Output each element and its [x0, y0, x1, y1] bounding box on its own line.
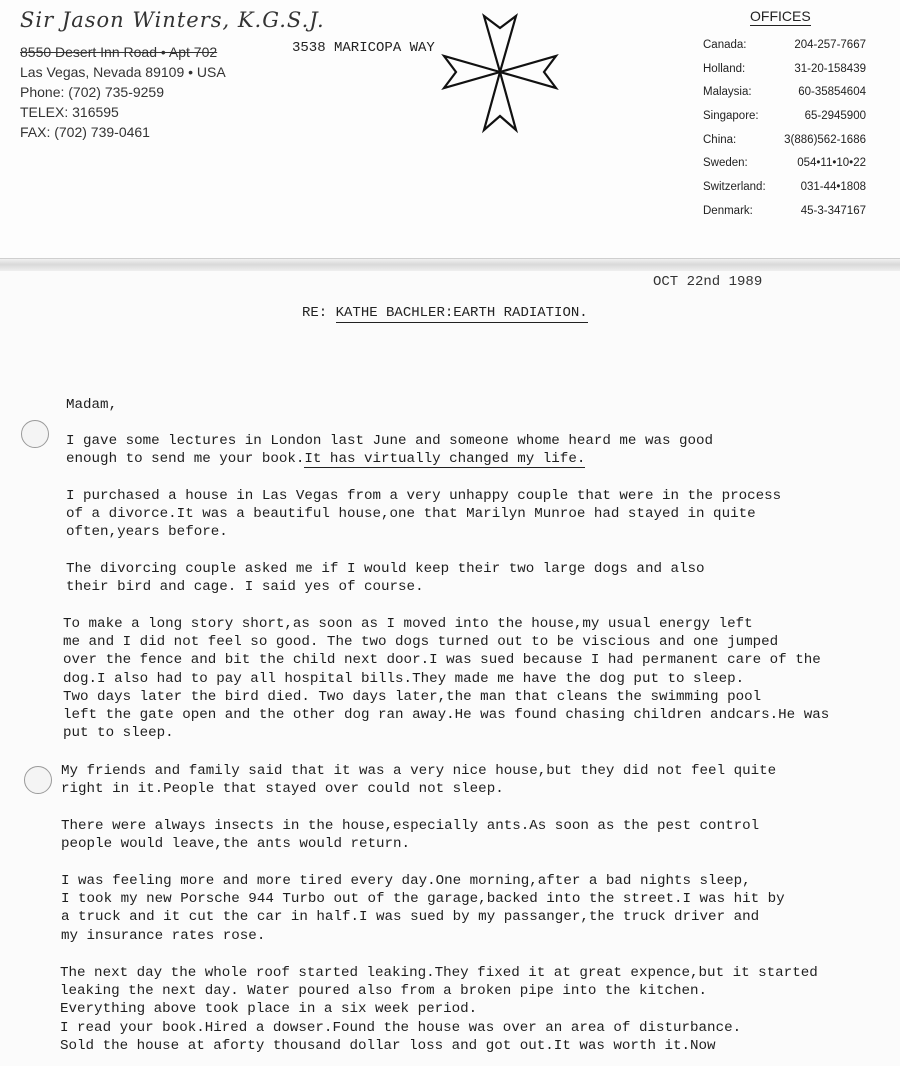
emphasized-text: It has virtually changed my life.	[304, 451, 586, 468]
subject-label: RE:	[302, 305, 328, 321]
letter-date: OCT 22nd 1989	[653, 274, 763, 290]
maltese-cross-logo	[440, 10, 560, 136]
sender-name: Sir Jason Winters, K.G.S.J.	[20, 8, 325, 32]
office-country: Sweden:	[703, 157, 748, 169]
paragraph: The divorcing couple asked me if I would keep their two large dogs and also their bird and cage. I said yes of course.	[66, 561, 705, 596]
sender-phone: Phone: (702) 735-9259	[20, 84, 164, 100]
office-phone: 3(886)562-1686	[784, 134, 866, 146]
office-phone: 31-20-158439	[794, 63, 866, 75]
office-phone: 45-3-347167	[800, 205, 866, 217]
paragraph-text: I gave some lectures in London last June and someone whome heard me was good enough to send me your book.	[66, 433, 714, 468]
offices-title: OFFICES	[750, 8, 811, 24]
office-country: Holland:	[703, 63, 746, 75]
office-phone: 204-257-7667	[794, 39, 866, 51]
paragraph: I purchased a house in Las Vegas from a very unhappy couple that were in the process of a divorce.It was a beautiful house,one that Marilyn Munroe had stayed in quite often,years before.	[66, 488, 782, 541]
struck-address: 8550 Desert Inn Road • Apt 702	[20, 44, 218, 60]
punch-hole	[21, 420, 49, 448]
sender-telex: TELEX: 316595	[20, 104, 119, 120]
office-country: Denmark:	[703, 205, 753, 217]
office-phone: 054•11•10•22	[797, 157, 866, 169]
letterhead	[0, 0, 900, 262]
paragraph	[66, 432, 713, 468]
office-country: Singapore:	[703, 110, 759, 122]
paragraph: I was feeling more and more tired every day.One morning,after a bad nights sleep, I took my new Porsche 944 Turbo out of the garage,backed into the street.I was hit by a truck and it cut the car in half.I was sued by my passanger,the truck driver and my insurance rates rose.	[61, 873, 785, 944]
office-country: Canada:	[703, 39, 747, 51]
office-phone: 60-35854604	[798, 86, 866, 98]
paragraph: There were always insects in the house,especially ants.As soon as the pest control people would leave,the ants would return.	[61, 818, 760, 853]
subject-text: KATHE BACHLER:EARTH RADIATION.	[335, 305, 588, 321]
page-fold	[0, 258, 900, 271]
paragraph: The next day the whole roof started leaking.They fixed it at great expence,but it started leaking the next day. Water poured also from a broken pipe into the kitchen. Everything above took place in a six week period. I read your book.Hired a dowser.Found the house was over an area of disturbance. Sold the house at aforty thousand dollar loss and got out.It was worth it.Now	[60, 965, 818, 1054]
salutation: Madam,	[66, 397, 118, 413]
paragraph: My friends and family said that it was a very nice house,but they did not feel quite right in it.People that stayed over could not sleep.	[61, 763, 777, 798]
office-phone: 65-2945900	[804, 110, 866, 122]
punch-hole	[24, 766, 52, 794]
sender-city: Las Vegas, Nevada 89109 • USA	[20, 64, 226, 80]
subject-line	[302, 305, 588, 321]
paragraph: To make a long story short,as soon as I moved into the house,my usual energy left me and I did not feel so good. The two dogs turned out to be viscious and one jumped over the fence and bit the child next door.I was sued because I had permanent care of the dog.I also had to pay all hospital bills.They made me have the dog put to sleep. Two days later the bird died. Two days later,the man that cleans the swimming pool left the gate open and the other dog ran away.He was found chasing children andcars.He was put to sleep.	[63, 616, 830, 742]
office-phone: 031-44•1808	[800, 181, 866, 193]
office-country: Malaysia:	[703, 86, 752, 98]
sender-fax: FAX: (702) 739-0461	[20, 124, 150, 140]
office-country: China:	[703, 134, 737, 146]
office-country: Switzerland:	[703, 181, 766, 193]
typed-address: 3538 MARICOPA WAY	[292, 40, 435, 56]
